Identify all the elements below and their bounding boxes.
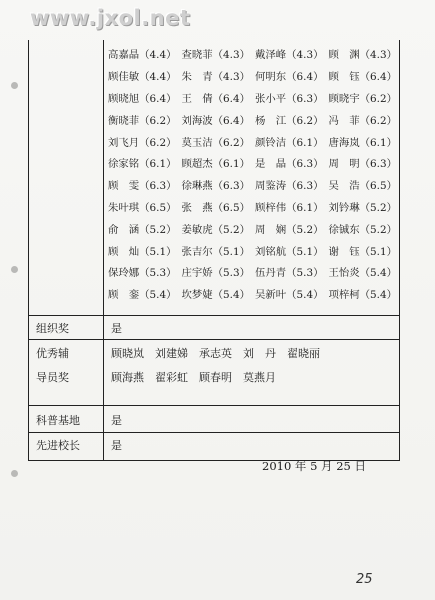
table-row bbox=[104, 196, 398, 218]
student-name-cell: 戴泽峰（4.3） bbox=[255, 49, 324, 62]
student-name-cell: 顾 渊（4.3） bbox=[328, 49, 397, 62]
student-name-cell: 刘铭航（5.1） bbox=[255, 245, 324, 258]
student-name-cell: 何明东（6.4） bbox=[255, 71, 324, 84]
student-name-cell: 高嘉晶（4.4） bbox=[108, 49, 177, 62]
table-row bbox=[104, 87, 398, 109]
student-name-cell: 周 娴（5.2） bbox=[255, 223, 324, 236]
student-name-cell: 徐家铭（6.1） bbox=[108, 158, 177, 171]
student-name-cell: 颜铃洁（6.1） bbox=[255, 136, 324, 149]
table-row bbox=[104, 174, 398, 196]
table-row-divider bbox=[28, 339, 399, 340]
student-name-cell: 刘飞月（6.2） bbox=[108, 136, 177, 149]
student-name-cell: 张小平（6.3） bbox=[255, 92, 324, 105]
student-name-cell: 是 晶（6.3） bbox=[255, 158, 324, 171]
student-name-cell: 俞 涵（5.2） bbox=[108, 223, 177, 236]
student-name-cell: 唐海岚（6.1） bbox=[328, 136, 397, 149]
student-name-cell: 项梓柯（5.4） bbox=[328, 289, 397, 302]
binding-hole-icon bbox=[11, 266, 18, 273]
science-base-label: 科普基地 bbox=[36, 414, 80, 427]
student-name-cell: 朱叶琪（6.5） bbox=[108, 201, 177, 214]
principal-value: 是 bbox=[111, 439, 122, 452]
org-award-value: 是 bbox=[111, 322, 122, 335]
table-row bbox=[104, 43, 398, 65]
document-date: 2010 年 5 月 25 日 bbox=[262, 459, 366, 473]
table-row bbox=[104, 283, 398, 305]
student-name-cell: 王 倩（6.4） bbox=[181, 92, 250, 105]
principal-label: 先进校长 bbox=[36, 439, 80, 452]
student-name-cell: 保玲娜（5.3） bbox=[108, 267, 177, 280]
student-awards-list bbox=[104, 43, 398, 305]
binding-hole-icon bbox=[11, 82, 18, 89]
student-name-cell: 顾梓伟（6.1） bbox=[255, 201, 324, 214]
org-award-label: 组织奖 bbox=[36, 322, 69, 335]
teacher-award-names-line1: 顾晓岚 刘建娣 承志英 刘 丹 翟晓丽 bbox=[111, 347, 320, 360]
student-name-cell: 朱 青（4.3） bbox=[181, 71, 250, 84]
student-name-cell: 张 燕（6.5） bbox=[181, 201, 250, 214]
student-name-cell: 伍丹青（5.3） bbox=[255, 267, 324, 280]
student-name-cell: 冯 菲（6.2） bbox=[328, 114, 397, 127]
student-name-cell: 吴新叶（5.4） bbox=[255, 289, 324, 302]
student-name-cell: 刘钤琳（5.2） bbox=[328, 201, 397, 214]
teacher-award-label-line1: 优秀辅 bbox=[36, 347, 69, 360]
student-name-cell: 顾 銮（5.4） bbox=[108, 289, 177, 302]
student-name-cell: 庄宇娇（5.3） bbox=[181, 267, 250, 280]
student-name-cell: 顾晓旭（6.4） bbox=[108, 92, 177, 105]
table-row bbox=[104, 108, 398, 130]
binding-hole-icon bbox=[11, 470, 18, 477]
student-name-cell: 莫玉洁（6.2） bbox=[181, 136, 250, 149]
student-name-cell: 杨 江（6.2） bbox=[255, 114, 324, 127]
student-name-cell: 吴 浩（6.5） bbox=[328, 180, 397, 193]
teacher-award-names-line2: 顾海燕 翟彩虹 顾春明 莫燕月 bbox=[111, 371, 276, 384]
student-name-cell: 徐铖东（5.2） bbox=[328, 223, 397, 236]
table-row bbox=[104, 217, 398, 239]
page-number: 25 bbox=[356, 572, 373, 587]
student-name-cell: 顾 灿（5.1） bbox=[108, 245, 177, 258]
table-row-divider bbox=[28, 405, 399, 406]
student-name-cell: 顾超杰（6.1） bbox=[181, 158, 250, 171]
student-name-cell: 顾 钰（6.4） bbox=[328, 71, 397, 84]
student-name-cell: 周 明（6.3） bbox=[328, 158, 397, 171]
student-name-cell: 顾佳敏（4.4） bbox=[108, 71, 177, 84]
table-row bbox=[104, 65, 398, 87]
table-row-divider bbox=[28, 315, 399, 316]
student-name-cell: 周鉴涛（6.3） bbox=[255, 180, 324, 193]
table-row bbox=[104, 261, 398, 283]
table-row bbox=[104, 152, 398, 174]
student-name-cell: 谢 钰（5.1） bbox=[328, 245, 397, 258]
table-row-divider bbox=[28, 432, 399, 433]
student-name-cell: 顾晓宇（6.2） bbox=[328, 92, 397, 105]
student-name-cell: 张吉尔（5.1） bbox=[181, 245, 250, 258]
table-row bbox=[104, 130, 398, 152]
student-name-cell: 顾 雯（6.3） bbox=[108, 180, 177, 193]
student-name-cell: 查晓菲（4.3） bbox=[181, 49, 250, 62]
science-base-value: 是 bbox=[111, 414, 122, 427]
student-name-cell: 姜敏虎（5.2） bbox=[181, 223, 250, 236]
student-name-cell: 衡晓菲（6.2） bbox=[108, 114, 177, 127]
student-name-cell: 刘海波（6.4） bbox=[181, 114, 250, 127]
teacher-award-label-line2: 导员奖 bbox=[36, 371, 69, 384]
watermark-logo: www.jxol.net bbox=[30, 6, 191, 30]
student-name-cell: 王怡炎（5.4） bbox=[328, 267, 397, 280]
student-name-cell: 徐琳燕（6.3） bbox=[181, 180, 250, 193]
student-name-cell: 坎梦婕（5.4） bbox=[181, 289, 250, 302]
table-row bbox=[104, 239, 398, 261]
